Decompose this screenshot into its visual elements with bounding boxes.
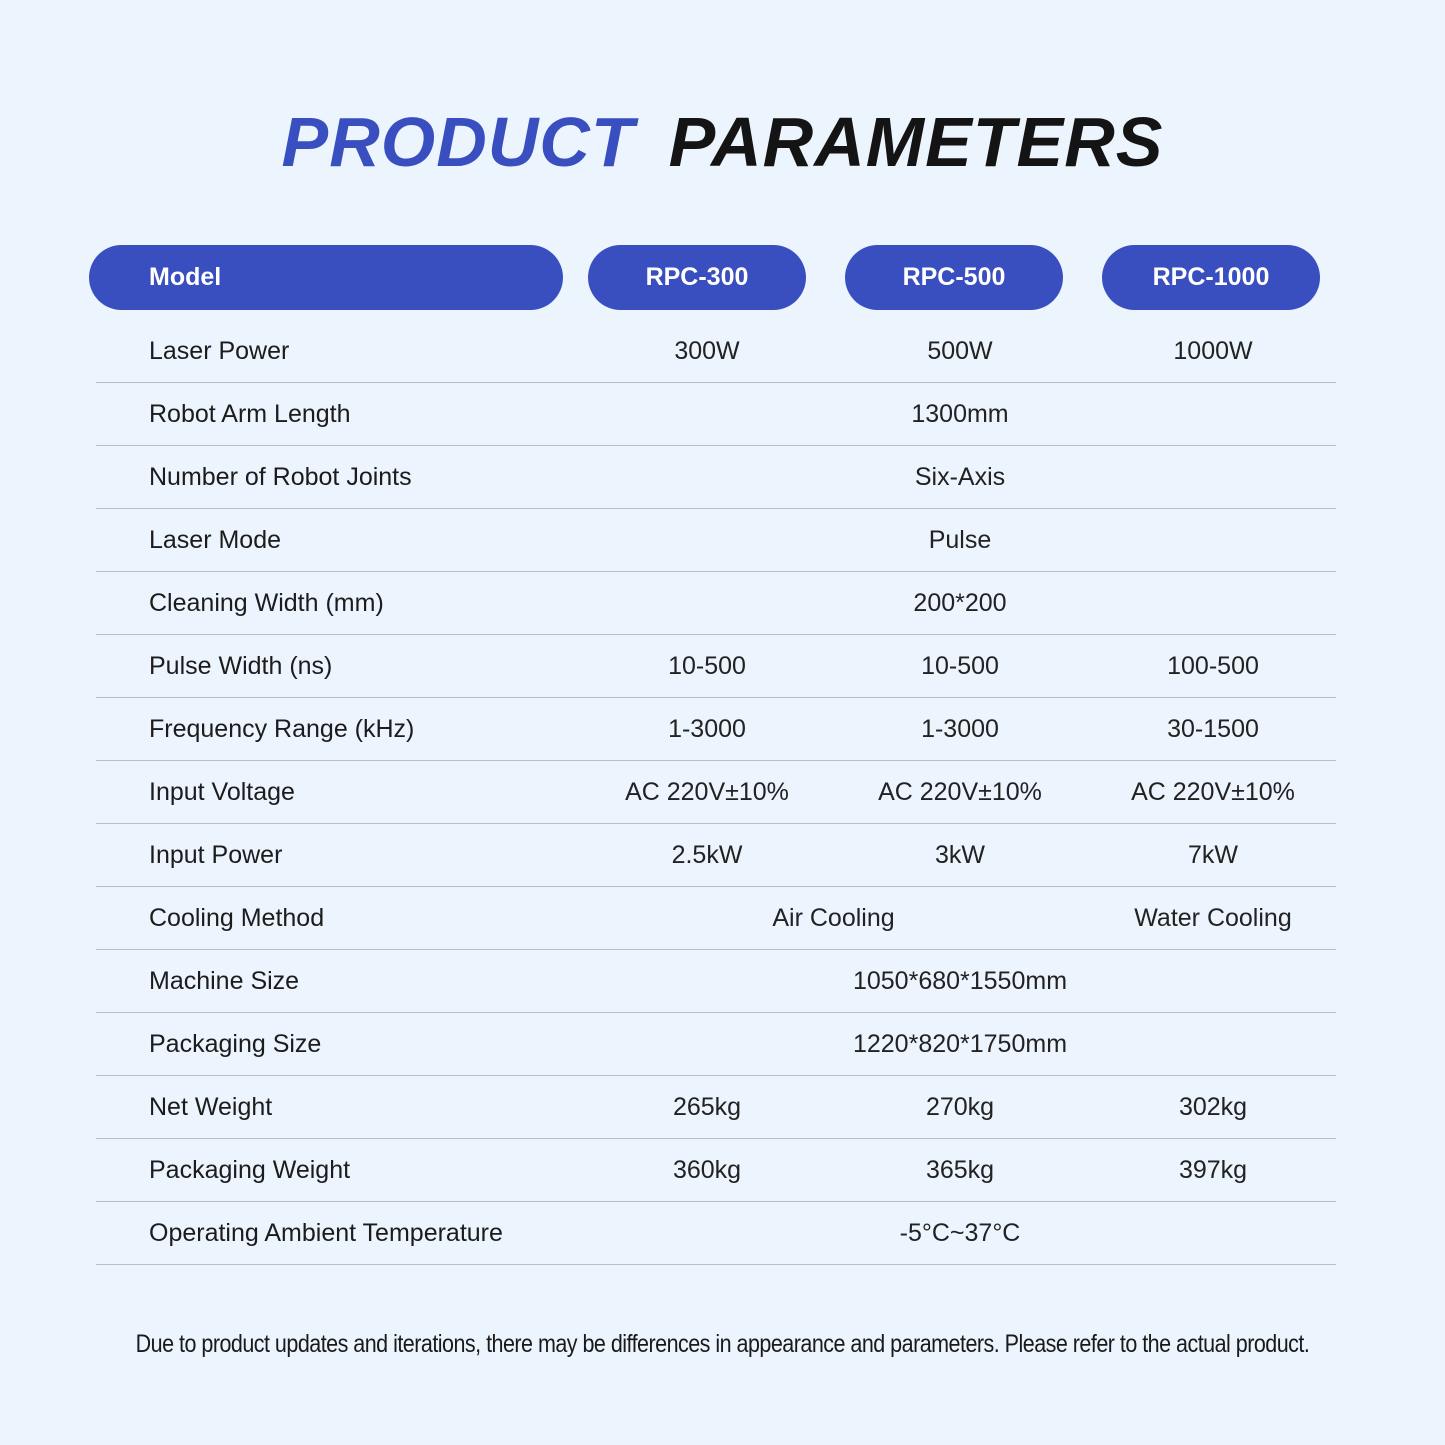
- table-row: [96, 635, 1336, 698]
- header-model-rpc-300: RPC-300: [588, 245, 806, 310]
- row-label: Laser Power: [149, 337, 290, 365]
- table-row: [96, 1202, 1336, 1265]
- table-row: [96, 572, 1336, 635]
- table-row: [96, 383, 1336, 446]
- cell-value: 7kW: [1188, 841, 1238, 869]
- cell-value: 10-500: [668, 652, 746, 680]
- cell-value: Pulse: [928, 526, 992, 554]
- cell-value: 397kg: [1178, 1156, 1248, 1184]
- table-row: [96, 446, 1336, 509]
- table-row: [96, 1139, 1336, 1202]
- cell-value: 1220*820*1750mm: [852, 1030, 1068, 1058]
- cell-value: 30-1500: [1167, 715, 1259, 743]
- row-label: Machine Size: [149, 967, 300, 995]
- cell-value: 265kg: [672, 1093, 742, 1121]
- cell-value: 3kW: [935, 841, 985, 869]
- table-header: [0, 245, 1445, 310]
- header-model-rpc-500: RPC-500: [845, 245, 1063, 310]
- table-row: [96, 824, 1336, 887]
- cell-value: 300W: [674, 337, 740, 365]
- header-model-rpc-1000: RPC-1000: [1102, 245, 1320, 310]
- row-label: Packaging Size: [149, 1030, 322, 1058]
- table-row: [96, 1013, 1336, 1076]
- row-label: Frequency Range (kHz): [149, 715, 415, 743]
- table-row: [96, 950, 1336, 1013]
- page-title: [0, 100, 1445, 184]
- cell-value: Water Cooling: [1134, 904, 1292, 932]
- table-row: [96, 698, 1336, 761]
- cell-value: 365kg: [925, 1156, 995, 1184]
- cell-value: 360kg: [672, 1156, 742, 1184]
- cell-value: 100-500: [1167, 652, 1259, 680]
- table-row: [96, 320, 1336, 383]
- cell-value: 270kg: [925, 1093, 995, 1121]
- cell-value: AC 220V±10%: [625, 778, 789, 806]
- row-label: Cleaning Width (mm): [149, 589, 384, 617]
- cell-value: AC 220V±10%: [878, 778, 1042, 806]
- title-part-product: PRODUCT: [281, 103, 635, 181]
- cell-value: 500W: [927, 337, 993, 365]
- row-label: Net Weight: [149, 1093, 273, 1121]
- table-row: [96, 887, 1336, 950]
- row-label: Input Voltage: [149, 778, 295, 806]
- row-label: Cooling Method: [149, 904, 325, 932]
- row-label: Robot Arm Length: [149, 400, 351, 428]
- row-label: Number of Robot Joints: [149, 463, 412, 491]
- cell-value: 1-3000: [921, 715, 999, 743]
- cell-value: 10-500: [921, 652, 999, 680]
- cell-value: 200*200: [913, 589, 1007, 617]
- table-row: [96, 509, 1336, 572]
- row-label: Input Power: [149, 841, 283, 869]
- title-part-parameters: PARAMETERS: [668, 103, 1164, 181]
- cell-value: 1300mm: [911, 400, 1009, 428]
- cell-value: Six-Axis: [914, 463, 1006, 491]
- table-row: [96, 761, 1336, 824]
- cell-value: 1-3000: [668, 715, 746, 743]
- cell-value: 2.5kW: [671, 841, 743, 869]
- cell-value: 302kg: [1178, 1093, 1248, 1121]
- cell-value: AC 220V±10%: [1131, 778, 1295, 806]
- row-label: Operating Ambient Temperature: [149, 1219, 503, 1247]
- row-label: Packaging Weight: [149, 1156, 351, 1184]
- cell-value: 1050*680*1550mm: [852, 967, 1068, 995]
- row-label: Pulse Width (ns): [149, 652, 333, 680]
- cell-value: Air Cooling: [772, 904, 895, 932]
- cell-value: 1000W: [1173, 337, 1253, 365]
- row-label: Laser Mode: [149, 526, 282, 554]
- parameters-table: [96, 320, 1336, 1265]
- header-model-label: Model: [89, 245, 563, 310]
- table-row: [96, 1076, 1336, 1139]
- cell-value: -5°C~37°C: [899, 1219, 1021, 1247]
- disclaimer-text: Due to product updates and iterations, there may be differences in appearance and parameters. Please refer to the actual product.: [135, 1330, 1310, 1358]
